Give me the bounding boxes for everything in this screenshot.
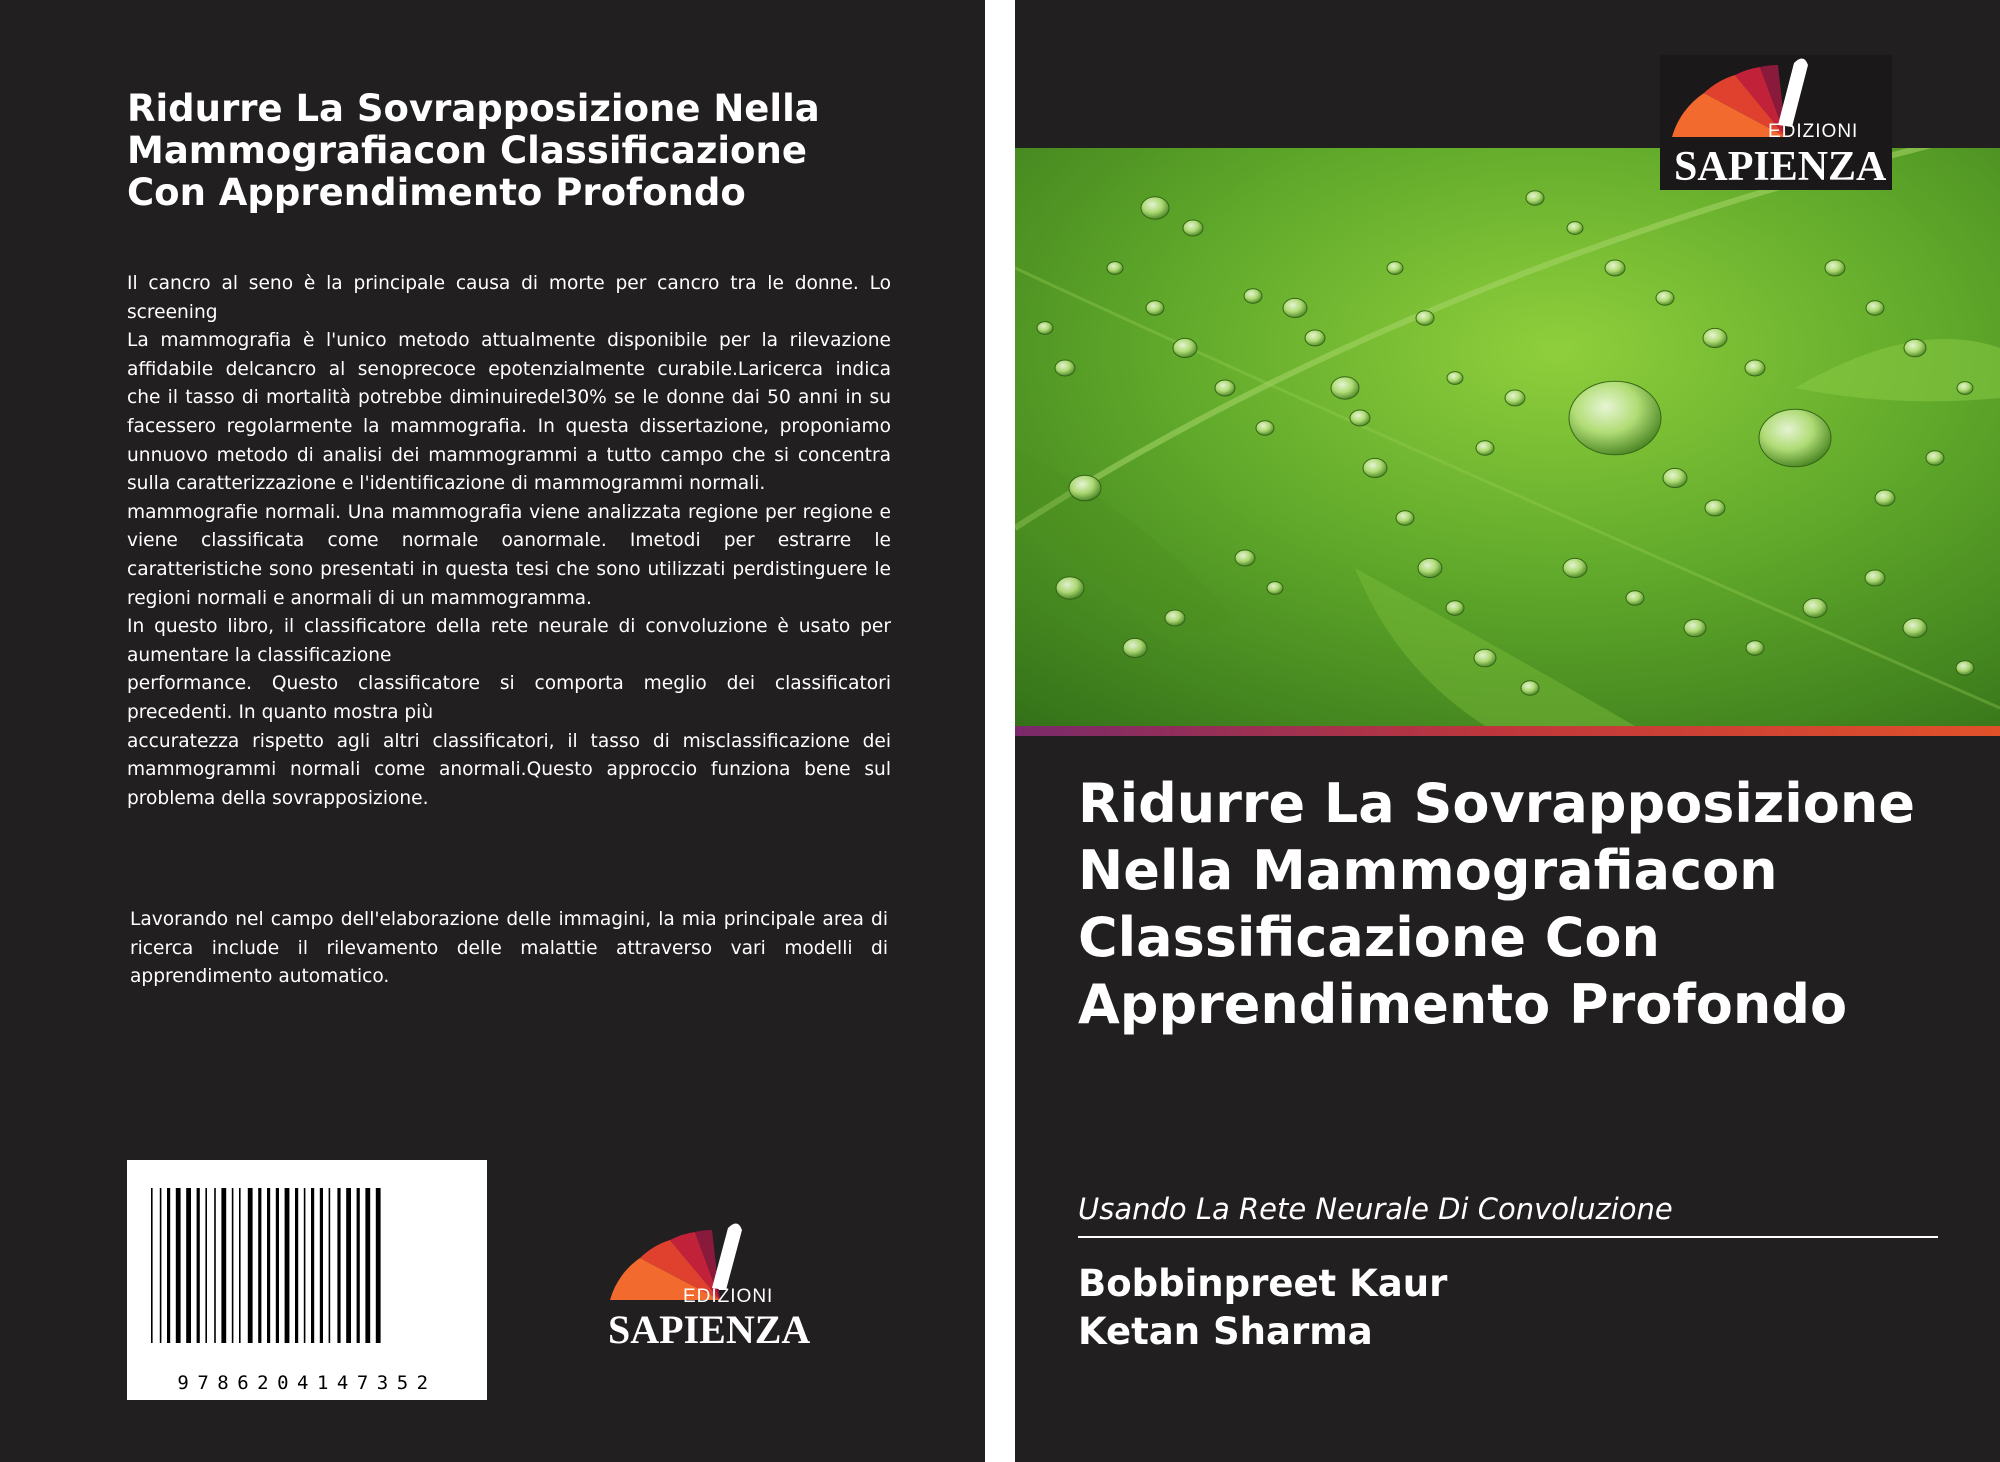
accent-stripe: [1015, 726, 2000, 736]
barcode-bar: [151, 1188, 153, 1343]
water-droplet: [1526, 191, 1544, 205]
water-droplet: [1703, 328, 1727, 347]
back-cover-title: Ridurre La Sovrapposizione Nella Mammografiacon Classificazione Con Apprendimento Profondo: [127, 87, 820, 214]
water-droplet: [1069, 475, 1101, 501]
barcode-bar: [304, 1188, 306, 1343]
barcode-bar: [214, 1188, 216, 1343]
author-name: Bobbinpreet Kaur: [1078, 1262, 1448, 1305]
barcode-bar: [221, 1188, 226, 1343]
barcode-bar: [365, 1188, 370, 1343]
water-droplet: [1244, 289, 1262, 303]
water-droplet: [1563, 558, 1587, 577]
barcode-bar: [357, 1188, 360, 1343]
water-droplet: [1107, 262, 1123, 275]
barcode-bar: [285, 1188, 290, 1343]
water-droplet: [1656, 291, 1674, 305]
isbn-digits: 9786204147352: [177, 1372, 437, 1394]
barcode-bar: [320, 1188, 323, 1343]
water-droplet: [1037, 322, 1053, 335]
subtitle-divider: [1078, 1236, 1938, 1238]
barcode-bar: [232, 1188, 234, 1343]
water-droplet: [1173, 338, 1197, 357]
description-paragraph: In questo libro, il classificatore della rete neurale di convoluzione è usato per aumentare la classificazione: [127, 616, 891, 666]
water-droplet: [1626, 591, 1644, 605]
water-droplet: [1183, 220, 1203, 236]
publisher-edizioni: EDIZIONI: [1768, 121, 1859, 142]
water-droplet: [1256, 421, 1274, 435]
water-droplet: [1521, 681, 1539, 695]
water-droplet: [1141, 197, 1169, 219]
water-droplet: [1447, 372, 1463, 385]
barcode-bar: [267, 1188, 270, 1343]
back-cover-description: [127, 270, 891, 813]
front-cover: [1015, 0, 2000, 1462]
water-droplet: [1903, 618, 1927, 637]
water-droplet: [1825, 260, 1845, 276]
water-droplet: [1331, 377, 1359, 399]
back-cover: [0, 0, 985, 1462]
author-bio: Lavorando nel campo dell'elaborazione delle immagini, la mia principale area di ricerca include il rilevamento delle malattie attraverso vari modelli di apprendimento automatico.: [130, 909, 888, 988]
water-droplet: [1350, 410, 1370, 426]
water-droplet: [1803, 598, 1827, 617]
water-droplet: [1416, 311, 1434, 325]
barcode-bar: [239, 1188, 241, 1343]
barcode-bar: [329, 1188, 331, 1343]
water-droplet: [1567, 222, 1583, 235]
water-droplet: [1476, 441, 1494, 455]
publisher-logo-back: [600, 1218, 825, 1353]
water-droplet: [1865, 570, 1885, 586]
water-droplet: [1446, 601, 1464, 615]
water-droplet: [1866, 301, 1884, 315]
water-droplet: [1759, 409, 1831, 467]
barcode-bar: [167, 1188, 170, 1343]
water-droplet: [1746, 641, 1764, 655]
description-paragraph: mammografie normali. Una mammografia viene analizzata regione per regione e viene classificata come normale oanormale. Imetodi per estrarre le caratteristiche sono presentati in questa tesi che sono utilizzati perdistinguere le regioni normali e anormali di un mammogramma.: [127, 501, 891, 609]
water-droplet: [1926, 451, 1944, 465]
water-droplet: [1605, 260, 1625, 276]
water-droplet: [1283, 298, 1307, 317]
water-droplet: [1396, 511, 1414, 525]
water-droplet: [1146, 301, 1164, 315]
water-droplet: [1474, 649, 1496, 667]
isbn-barcode: [127, 1160, 487, 1400]
barcode-bar: [337, 1188, 340, 1343]
description-paragraph: accuratezza rispetto agli altri classificatori, il tasso di misclassificazione dei mammogrammi normali come anormali.Questo approccio funziona bene sul problema della sovrapposizione.: [127, 730, 891, 809]
water-droplet: [1705, 500, 1725, 516]
water-droplet: [1684, 619, 1706, 637]
description-paragraph: performance. Questo classificatore si comporta meglio dei classificatori precedenti. In quanto mostra più: [127, 673, 891, 723]
water-droplet: [1165, 610, 1185, 626]
water-droplet: [1569, 381, 1661, 455]
barcode-bar: [248, 1188, 253, 1343]
water-droplet: [1267, 582, 1283, 595]
barcode-bar: [311, 1188, 314, 1343]
description-paragraph: La mammografia è l'unico metodo attualmente disponibile per la rilevazione affidabile delcancro al senoprecoce epotenzialmente curabile.Laricerca indica che il tasso di mortalità potrebbe diminuiredel30% se le donne dai 50 anni in su facessero regolarmente la mammografia. In questa dissertazione, proponiamo unnuovo metodo di analisi dei mammogrammi a tutto campo che si concentra sulla caratterizzazione e l'identificazione di mammogrammi normali.: [127, 330, 891, 495]
barcode-bars: [147, 1188, 467, 1343]
water-droplet: [1904, 339, 1926, 357]
barcode-bar: [205, 1188, 207, 1343]
water-droplet: [1663, 468, 1687, 487]
barcode-bar: [197, 1188, 200, 1343]
barcode-bar: [276, 1188, 279, 1343]
barcode-bar: [186, 1188, 191, 1343]
cover-photo-leaf: [1015, 148, 2000, 726]
water-droplet: [1123, 638, 1147, 657]
publisher-logo-front: [1660, 55, 1892, 190]
water-droplet: [1875, 490, 1895, 506]
barcode-bar: [176, 1188, 181, 1343]
publisher-edizioni: EDIZIONI: [683, 1286, 774, 1307]
water-droplet: [1305, 330, 1325, 346]
author-name: Ketan Sharma: [1078, 1310, 1373, 1353]
water-droplet: [1745, 360, 1765, 376]
publisher-name: SAPIENZA: [608, 1307, 811, 1352]
barcode-bar: [295, 1188, 298, 1343]
barcode-bar: [376, 1188, 381, 1343]
water-droplet: [1055, 360, 1075, 376]
barcode-bar: [346, 1188, 351, 1343]
water-droplet: [1505, 390, 1525, 406]
spine-gap: [985, 0, 1015, 1462]
front-cover-subtitle: Usando La Rete Neurale Di Convoluzione: [1078, 1192, 1673, 1226]
water-droplet: [1418, 558, 1442, 577]
leaf-drops-image: [1015, 148, 2000, 726]
publisher-name: SAPIENZA: [1674, 144, 1887, 190]
water-droplet: [1957, 382, 1973, 395]
front-cover-title: Ridurre La Sovrapposizione Nella Mammografiacon Classificazione Con Apprendimento Profondo: [1078, 772, 1915, 1036]
water-droplet: [1387, 262, 1403, 275]
description-paragraph: Il cancro al seno è la principale causa di morte per cancro tra le donne. Lo screening: [127, 273, 891, 323]
water-droplet: [1215, 380, 1235, 396]
water-droplet: [1056, 577, 1084, 599]
water-droplet: [1956, 661, 1974, 675]
barcode-bar: [258, 1188, 261, 1343]
water-droplet: [1363, 458, 1387, 477]
barcode-bar: [160, 1188, 162, 1343]
water-droplet: [1235, 550, 1255, 566]
